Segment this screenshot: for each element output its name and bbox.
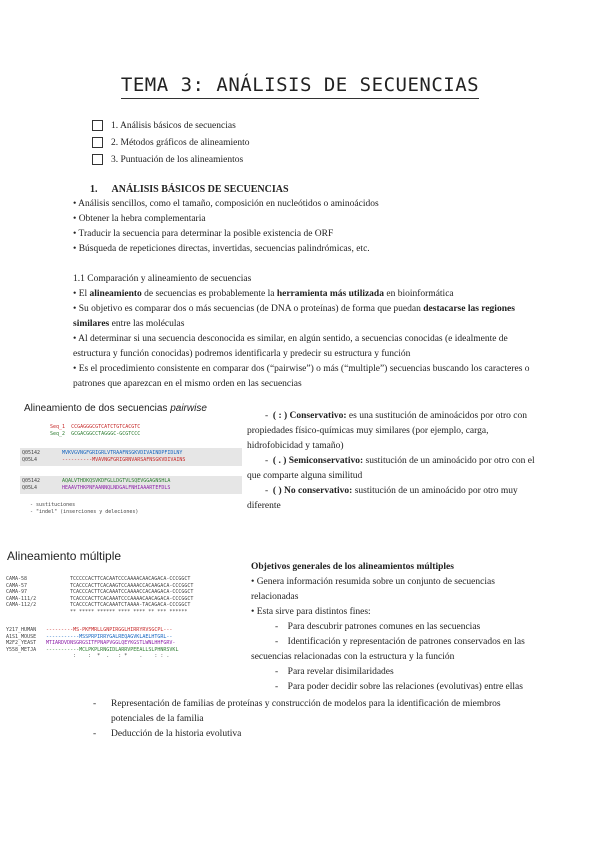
paragraph: • Es el procedimiento consistente en comparar dos (“pairwise”) o más (“multiple”) secuencias buscando los caracteres o patrones que aparezcan en el mismo orden en las secuencias xyxy=(73,364,530,389)
section-heading: 1. ANÁLISIS BÁSICOS DE SECUENCIAS xyxy=(90,184,289,195)
pairwise-items xyxy=(247,409,537,514)
checkbox-icon[interactable] xyxy=(92,137,103,148)
subsection-heading: 1.1 Comparación y alineamiento de secuencias xyxy=(73,274,252,284)
list-item: - ( . ) Semiconservativo: sustitución de un aminoácido por otro con el que comparte alguna similitud xyxy=(247,456,535,481)
list-item: • Búsqueda de repeticiones directas, invertidas, secuencias palindrómicas, etc. xyxy=(73,244,370,254)
list-item: - Para descubrir patrones comunes en las secuencias xyxy=(275,622,481,632)
list-item: • Obtener la hebra complementaria xyxy=(73,214,206,224)
pairwise-alignment-figure: Seq_1 CCGAGGGCGTCATCTGTCACGTC Seq_2 GCGACGGCCTAGGGC-GCGTCCC Q05142 Q05L4 MVKVGVNGFGRIGRLVTRAAFNSGKVDIVAINDPFIDLNY ----------MVAVNGFGRIGRNVARSAFNSGKVDIVAINS Q05142 Q05L4 AQALVTHDKQSVKDFGLLDGTVLSQEVGGAGNSHLA HEAAVTHKPNFAANNQLNDGALFNHIAAARTEFDLS - sustituciones - "indel" (inserciones y deleciones) xyxy=(20,420,245,520)
list-item: - Para revelar disimilaridades xyxy=(275,667,394,677)
section-bullets xyxy=(73,197,533,257)
list-item: - Para poder decidir sobre las relaciones (evolutivas) entre ellas xyxy=(275,682,523,692)
list-item: - Identificación y representación de patrones conservados en las secuencias relacionadas con la estructura y la función xyxy=(251,637,525,662)
paragraph: • Su objetivo es comparar dos o más secuencias (de DNA o proteínas) de forma que puedan destacarse las regiones similares entre las moléculas xyxy=(73,304,515,329)
toc-item-2[interactable]: 2. Métodos gráficos de alineamiento xyxy=(92,137,250,148)
objectives-heading: Objetivos generales de los alineamientos múltiples xyxy=(251,562,454,572)
multiple-dash-list xyxy=(93,697,533,742)
checkbox-icon[interactable] xyxy=(92,120,103,131)
multiple-objectives xyxy=(251,560,541,695)
list-item: • Genera información resumida sobre un conjunto de secuencias relacionadas xyxy=(251,577,495,602)
toc-item-3[interactable]: 3. Puntuación de los alineamientos xyxy=(92,154,243,165)
page-title: TEMA 3: ANÁLISIS DE SECUENCIAS xyxy=(0,74,600,96)
multiple-alignment-figure: CAMA-58 CAMA-57 CAMA-97 CAMA-111/2 CAMA-112/2 TCCCCCACTTCACAATCCCAAAACAACAGACA-CCCGGCT TCACCCACTTCACAAGTCCAAAACCACAAGACA-CCCGGCT TCACCCACTTCACAAATCCAAAACCACAAGACA-CCCGGCT TCACCCACTTCACAAATCCCAAAACAACAGACA-CCCGGCT TCACCCACTTCACAAATCTAAAA-TACAGACA-CCCGGCT ** ***** ****** **** **** ** *** ****** Y217_HUMAN A1S1_MOUSE M2F2_YEAST Y558_METJA ---------MS-PKFMRLLGNPIRGGLHIRRYRVSGCPL--- -----------MSSPRPIRRYGALREQAGVKLAELHTGRL-- MTIARDVDNSGRGSITFPNAPVGGLQEYKGSTLWNLHHFGRV- -----------MCLPKPLRNGIDLARRVPEEALLSLPHNRSVKL : : * . : * . : : . xyxy=(6,576,194,659)
toc-item-1[interactable]: 1. Análisis básicos de secuencias xyxy=(92,120,236,131)
list-item: • Traducir la secuencia para determinar la posible existencia de ORF xyxy=(73,229,334,239)
list-item: - Deducción de la historia evolutiva xyxy=(93,729,242,739)
paragraph: • Al determinar si una secuencia desconocida es similar, en algún sentido, a secuencias conocidas (e idealmente de estructura y función conocidas) podremos identificarla y predecir su estructura y función xyxy=(73,334,508,359)
checkbox-icon[interactable] xyxy=(92,154,103,165)
pairwise-label: Alineamiento de dos secuencias pairwise xyxy=(24,403,207,414)
list-item: - ( ) No conservativo: sustitución de un aminoácido por otro muy diferente xyxy=(247,486,518,511)
list-item: - Representación de familias de proteínas y construcción de modelos para la identificación de miembros potenciales de la familia xyxy=(93,699,501,724)
list-item: • Esta sirve para distintos fines: xyxy=(251,607,371,617)
subsection-1-1 xyxy=(73,272,533,392)
multiple-label: Alineamiento múltiple xyxy=(7,549,122,563)
list-item: • Análisis sencillos, como el tamaño, composición en nucleótidos o aminoácidos xyxy=(73,199,379,209)
paragraph: • El alineamiento de secuencias es probablemente la herramienta más utilizada en bioinformática xyxy=(73,289,454,299)
list-item: - ( : ) Conservativo: es una sustitución de aminoácidos por otro con propiedades físico-químicas muy similares (por ejemplo, carga, hidrofobicidad y tamaño) xyxy=(247,411,527,451)
